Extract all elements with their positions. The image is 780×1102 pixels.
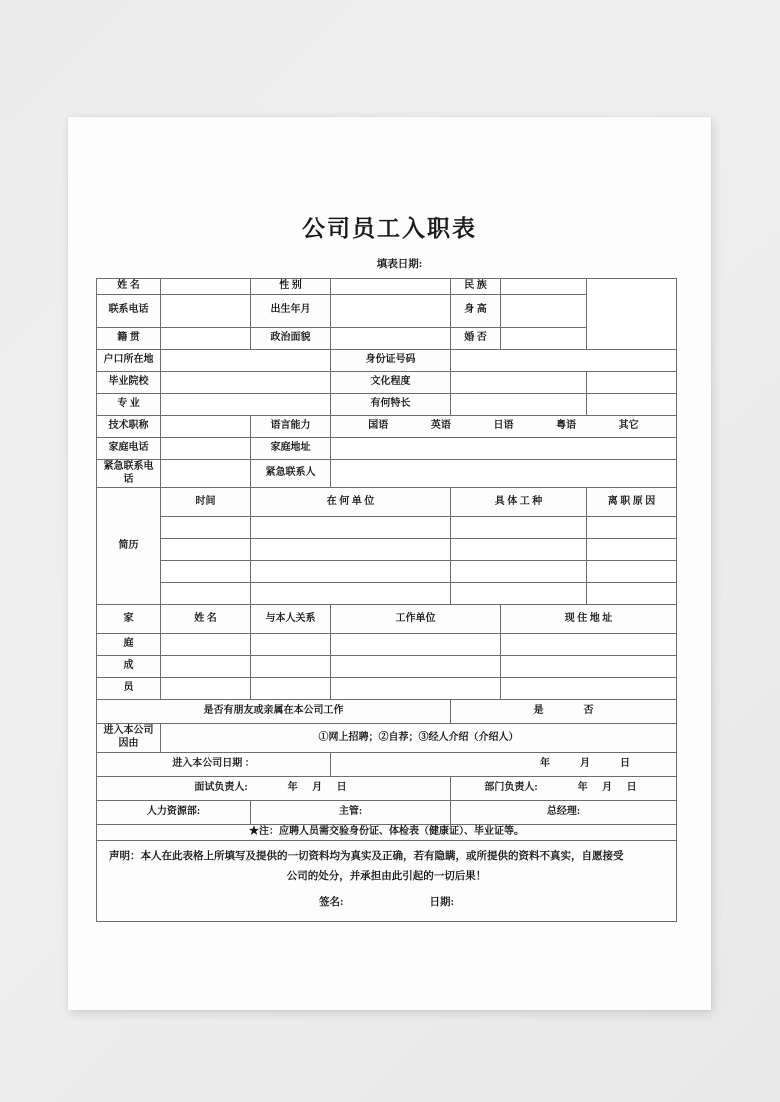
resume-entry-row [97,583,677,605]
family-address-3[interactable] [501,678,677,700]
resume-employer-2[interactable] [251,539,451,561]
label-phone: 联系电话 [97,294,161,327]
entry-date-year: 年 [540,758,550,770]
field-birthdate[interactable] [331,294,451,327]
family-header-workplace: 工作单位 [331,605,501,634]
department-head-date: 年 月 日 [577,782,643,794]
interviewer-date: 年 月 日 [287,782,353,794]
declaration-row [97,840,677,921]
relatives-answer-no[interactable]: 否 [583,705,594,717]
language-option-cantonese[interactable]: 粤语 [556,419,577,431]
resume-leave-reason-1[interactable] [587,517,677,539]
resume-job-type-4[interactable] [451,583,587,605]
family-header-name: 姓 名 [161,605,251,634]
family-section-label-char-1: 家 [97,605,161,634]
note-row [97,824,677,840]
entry-date-month: 月 [580,758,590,770]
label-birthdate: 出生年月 [251,294,331,327]
family-address-2[interactable] [501,656,677,678]
field-home-phone[interactable] [161,437,251,459]
label-ethnicity: 民 族 [451,279,501,295]
table-row [97,279,677,295]
family-workplace-1[interactable] [331,634,501,656]
resume-time-1[interactable] [161,517,251,539]
spacer-cell-1 [587,371,677,393]
signature-label[interactable]: 签名: [319,896,344,908]
entry-reason-label: 进入本公司因由 [97,724,161,753]
resume-header-time: 时间 [161,488,251,517]
family-header-address: 现 住 地 址 [501,605,677,634]
family-name-1[interactable] [161,634,251,656]
label-id-number: 身份证号码 [331,349,451,371]
table-row [97,371,677,393]
field-ethnicity[interactable] [501,279,587,295]
resume-job-type-3[interactable] [451,561,587,583]
spacer-cell-2 [587,393,677,415]
language-option-mandarin[interactable]: 国语 [368,419,389,431]
relatives-answer-yes[interactable]: 是 [533,705,544,717]
entry-reason-options[interactable]: ①网上招聘；②自荐；③经人介绍（介绍人） [161,724,677,753]
supervisor-label[interactable]: 主管: [251,800,451,824]
note-text: ★注：应聘人员需交验身份证、体检表（健康证）、毕业证等。 [97,824,677,840]
resume-employer-3[interactable] [251,561,451,583]
field-technical-title[interactable] [161,415,251,437]
resume-header-row [97,488,677,517]
resume-leave-reason-4[interactable] [587,583,677,605]
field-emergency-contact[interactable] [331,459,677,488]
resume-leave-reason-2[interactable] [587,539,677,561]
language-options [331,415,677,437]
resume-time-3[interactable] [161,561,251,583]
entry-reason-row [97,724,677,753]
label-language-ability: 语言能力 [251,415,331,437]
resume-entry-row [97,517,677,539]
family-workplace-2[interactable] [331,656,501,678]
family-header-relation: 与本人关系 [251,605,331,634]
label-residence: 户口所在地 [97,349,161,371]
resume-job-type-2[interactable] [451,539,587,561]
label-technical-title: 技术职称 [97,415,161,437]
resume-header-employer: 在 何 单 位 [251,488,451,517]
department-head-cell[interactable] [451,776,677,800]
page-content [96,117,683,922]
resume-header-job-type: 具 体 工 种 [451,488,587,517]
family-workplace-3[interactable] [331,678,501,700]
table-row [97,459,677,488]
resume-employer-4[interactable] [251,583,451,605]
document-page [68,117,711,1010]
resume-header-leave-reason: 离 职 原 因 [587,488,677,517]
label-name: 姓 名 [97,279,161,295]
label-specialty: 有何特长 [331,393,451,415]
family-section-label-char-4: 员 [97,678,161,700]
approval-row-1 [97,776,677,800]
label-education-level: 文化程度 [331,371,451,393]
field-education-level[interactable] [451,371,587,393]
family-name-3[interactable] [161,678,251,700]
label-school: 毕业院校 [97,371,161,393]
resume-job-type-1[interactable] [451,517,587,539]
field-marital-status[interactable] [501,327,587,349]
family-address-1[interactable] [501,634,677,656]
entry-date-label: 进入本公司日期 ： [97,752,331,776]
field-home-address[interactable] [331,437,677,459]
family-name-2[interactable] [161,656,251,678]
entry-date-row [97,752,677,776]
declaration-cell [97,840,677,921]
resume-leave-reason-3[interactable] [587,561,677,583]
fill-date-label: 填表日期: [376,259,423,270]
label-major: 专 业 [97,393,161,415]
label-home-phone: 家庭电话 [97,437,161,459]
field-gender[interactable] [331,279,451,295]
page-title: 公司员工入职表 [302,216,477,241]
employee-onboarding-form [96,278,677,922]
family-entry-row [97,634,677,656]
table-row [97,415,677,437]
resume-entry-row [97,561,677,583]
resume-time-2[interactable] [161,539,251,561]
label-home-address: 家庭地址 [251,437,331,459]
field-residence[interactable] [161,349,331,371]
resume-entry-row [97,539,677,561]
field-height[interactable] [501,294,587,327]
relatives-question-row [97,700,677,724]
hr-label[interactable]: 人力资源部: [97,800,251,824]
field-name[interactable] [161,279,251,295]
field-political-status[interactable] [331,327,451,349]
table-row [97,437,677,459]
language-option-japanese[interactable]: 日语 [493,419,514,431]
table-row [97,349,677,371]
photo-placeholder[interactable] [587,279,677,350]
label-marital-status: 婚 否 [451,327,501,349]
signature-date-label[interactable]: 日期: [429,896,454,908]
family-relation-3[interactable] [251,678,331,700]
signature-line [99,887,674,920]
interviewer-label: 面试负责人: [194,782,248,794]
resume-section-label: 简历 [97,488,161,605]
declaration-line-1: 声明：本人在此表格上所填写及提供的一切资料均为真实及正确，若有隐瞒，或所提供的资料不真实，自愿接受 [109,850,624,862]
language-option-other[interactable]: 其它 [618,419,639,431]
family-section-label-char-2: 庭 [97,634,161,656]
field-specialty[interactable] [451,393,587,415]
department-head-label: 部门负责人: [484,782,538,794]
interviewer-cell[interactable] [97,776,451,800]
family-header-row [97,605,677,634]
resume-time-4[interactable] [161,583,251,605]
label-hometown: 籍 贯 [97,327,161,349]
family-relation-2[interactable] [251,656,331,678]
approval-row-2 [97,800,677,824]
field-school[interactable] [161,371,331,393]
general-manager-label[interactable]: 总经理: [451,800,677,824]
family-entry-row [97,656,677,678]
family-relation-1[interactable] [251,634,331,656]
language-option-english[interactable]: 英语 [430,419,451,431]
label-height: 身 高 [451,294,501,327]
table-row [97,393,677,415]
field-id-number[interactable] [451,349,677,371]
resume-employer-1[interactable] [251,517,451,539]
relatives-answer-options [451,700,677,724]
entry-date-fields[interactable] [331,752,677,776]
family-entry-row [97,678,677,700]
relatives-question-label: 是否有朋友或亲属在本公司工作 [97,700,451,724]
field-phone[interactable] [161,294,251,327]
declaration-line-2: 公司的处分，并承担由此引起的一切后果！ [286,871,487,883]
field-major[interactable] [161,393,331,415]
label-political-status: 政治面貌 [251,327,331,349]
family-section-label-char-3: 成 [97,656,161,678]
label-gender: 性 别 [251,279,331,295]
field-emergency-phone[interactable] [161,459,251,488]
label-emergency-phone: 紧急联系电话 [97,459,161,488]
label-emergency-contact: 紧急联系人 [251,459,331,488]
field-hometown[interactable] [161,327,251,349]
entry-date-day: 日 [620,758,630,770]
